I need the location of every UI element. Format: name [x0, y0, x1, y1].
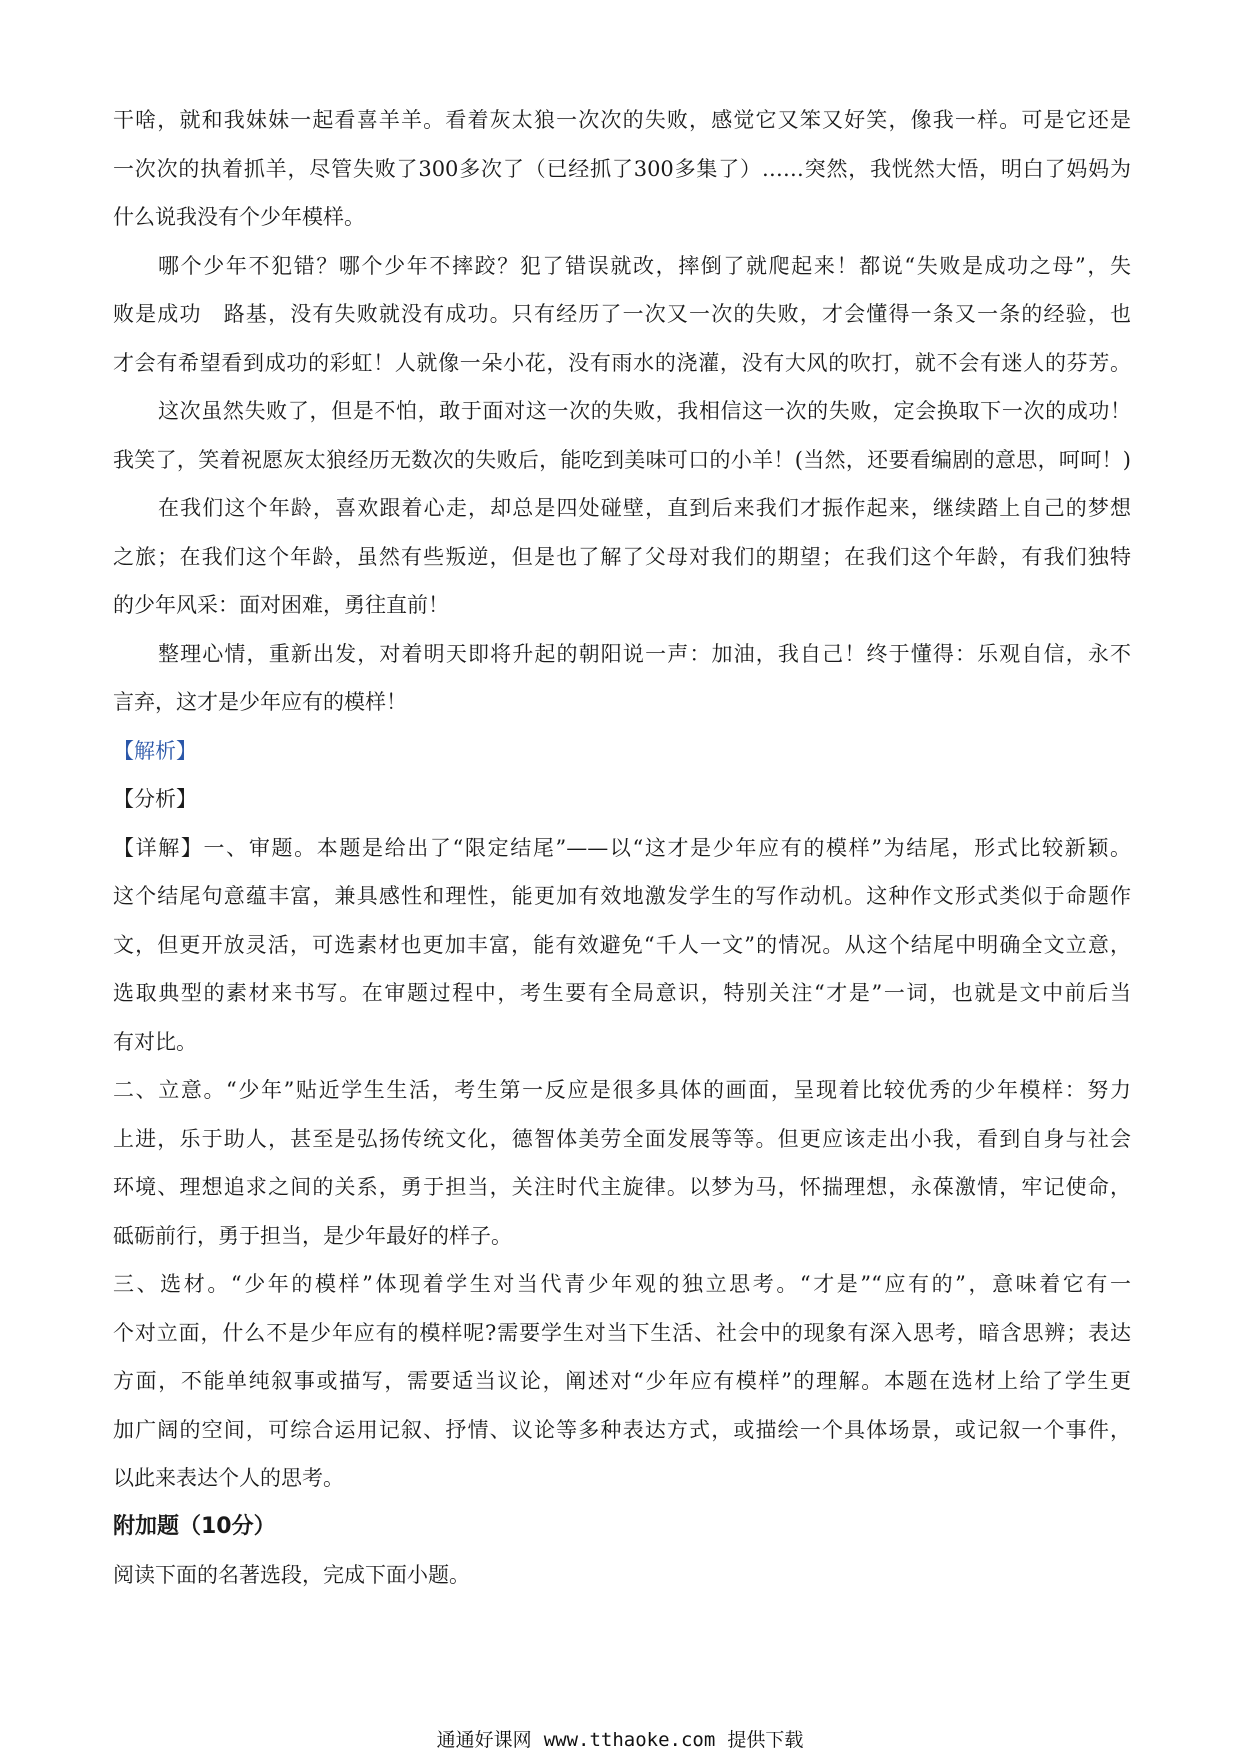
essay-paragraph-1: [113, 96, 1131, 242]
text-line: 环境、理想追求之间的关系，勇于担当，关注时代主旋律。以梦为马，怀揣理想，永葆激情，牢记使命，: [113, 1175, 1131, 1199]
text-line: 在我们这个年龄，喜欢跟着心走，却总是四处碰壁，直到后来我们才振作起来，继续踏上自己的梦想: [158, 496, 1131, 520]
text-line: 上进，乐于助人，甚至是弘扬传统文化，德智体美劳全面发展等等。但更应该走出小我，看到自身与社会: [113, 1126, 1131, 1151]
text-line: 的少年风采：面对困难，勇往直前！: [113, 593, 449, 617]
text-line: 这次虽然失败了，但是不怕，敢于面对这一次的失败，我相信这一次的失败，定会换取下一次的成功！: [158, 399, 1131, 423]
text-line: 一次次的执着抓羊，尽管失败了300多次了（已经抓了300多集了）……突然，我恍然大悟，明白了妈妈为: [113, 156, 1131, 181]
text-line: 什么说我没有个少年模样。: [113, 205, 365, 229]
footer-suffix: 提供下载: [727, 1729, 804, 1751]
bonus-title: 附加题（10分）: [113, 1513, 276, 1539]
text-line: 文，但更开放灵活，可选素材也更加丰富，能有效避免“千人一文”的情况。从这个结尾中明确全文立意，: [113, 932, 1131, 957]
page-footer: [0, 1728, 1240, 1752]
document-page: [113, 96, 1131, 1600]
text-line: 言弃，这才是少年应有的模样！: [113, 690, 407, 714]
text-line: 我笑了，笑着祝愿灰太狼经历无数次的失败后，能吃到美味可口的小羊！(当然，还要看编剧的意思，呵呵！): [113, 447, 1131, 472]
bonus-instruction: 阅读下面的名著选段，完成下面小题。: [113, 1563, 470, 1587]
text-line: 干啥，就和我妹妹一起看喜羊羊。看着灰太狼一次次的失败，感觉它又笨又好笑，像我一样。可是它还是: [113, 108, 1131, 132]
analysis-liyi: [113, 1066, 1131, 1260]
essay-paragraph-4: [113, 484, 1131, 630]
text-line: 个对立面，什么不是少年应有的模样呢?需要学生对当下生活、社会中的现象有深入思考，暗含思辨；表达: [113, 1320, 1131, 1345]
text-line: 三、选材。“少年的模样”体现着学生对当代青少年观的独立思考。“才是”“应有的”，意味着它有一: [113, 1272, 1131, 1296]
text-line: 【详解】一、审题。本题是给出了“限定结尾”——以“这才是少年应有的模样”为结尾，形式比较新颖。: [113, 835, 1131, 860]
text-line: 整理心情，重新出发，对着明天即将升起的朝阳说一声：加油，我自己！终于懂得：乐观自信，永不: [158, 641, 1131, 666]
text-line: 才会有希望看到成功的彩虹！人就像一朵小花，没有雨水的浇灌，没有大风的吹打，就不会有迷人的芬芳。: [113, 350, 1131, 375]
jiexi-label: 【解析】: [113, 738, 197, 763]
text-line: 方面，不能单纯叙事或描写，需要适当议论，阐述对“少年应有模样”的理解。本题在选材上给了学生更: [113, 1369, 1131, 1393]
text-line: 加广阔的空间，可综合运用记叙、抒情、议论等多种表达方式，或描绘一个具体场景，或记叙一个事件，: [113, 1417, 1131, 1442]
analysis-detail-shenti: [113, 824, 1131, 1067]
text-line: 砥砺前行，勇于担当，是少年最好的样子。: [113, 1223, 512, 1248]
text-line: 二、立意。“少年”贴近学生生活，考生第一反应是很多具体的画面，呈现着比较优秀的少年模样：努力: [113, 1078, 1131, 1102]
text-line: 之旅；在我们这个年龄，虽然有些叛逆，但是也了解了父母对我们的期望；在我们这个年龄，有我们独特: [113, 544, 1131, 569]
fenxi-label: 【分析】: [113, 787, 197, 811]
footer-url[interactable]: www.tthaoke.com: [543, 1729, 716, 1751]
text-line: 选取典型的素材来书写。在审题过程中，考生要有全局意识，特别关注“才是”一词，也就是文中前后当: [113, 981, 1131, 1005]
essay-paragraph-5: [113, 630, 1131, 727]
essay-paragraph-3: [113, 387, 1131, 484]
text-line: 以此来表达个人的思考。: [113, 1466, 344, 1490]
essay-paragraph-2: [113, 242, 1131, 388]
footer-site-name: 通通好课网: [436, 1729, 532, 1751]
analysis-xuancai: [113, 1260, 1131, 1503]
text-line: 这个结尾句意蕴丰富，兼具感性和理性，能更加有效地激发学生的写作动机。这种作文形式类似于命题作: [113, 884, 1131, 908]
text-line: 有对比。: [113, 1029, 197, 1054]
text-line: 哪个少年不犯错？哪个少年不摔跤？犯了错误就改，摔倒了就爬起来！都说“失败是成功之母”，失: [158, 253, 1131, 278]
text-line: 败是成功 路基，没有失败就没有成功。只有经历了一次又一次的失败，才会懂得一条又一条的经验，也: [113, 302, 1131, 326]
